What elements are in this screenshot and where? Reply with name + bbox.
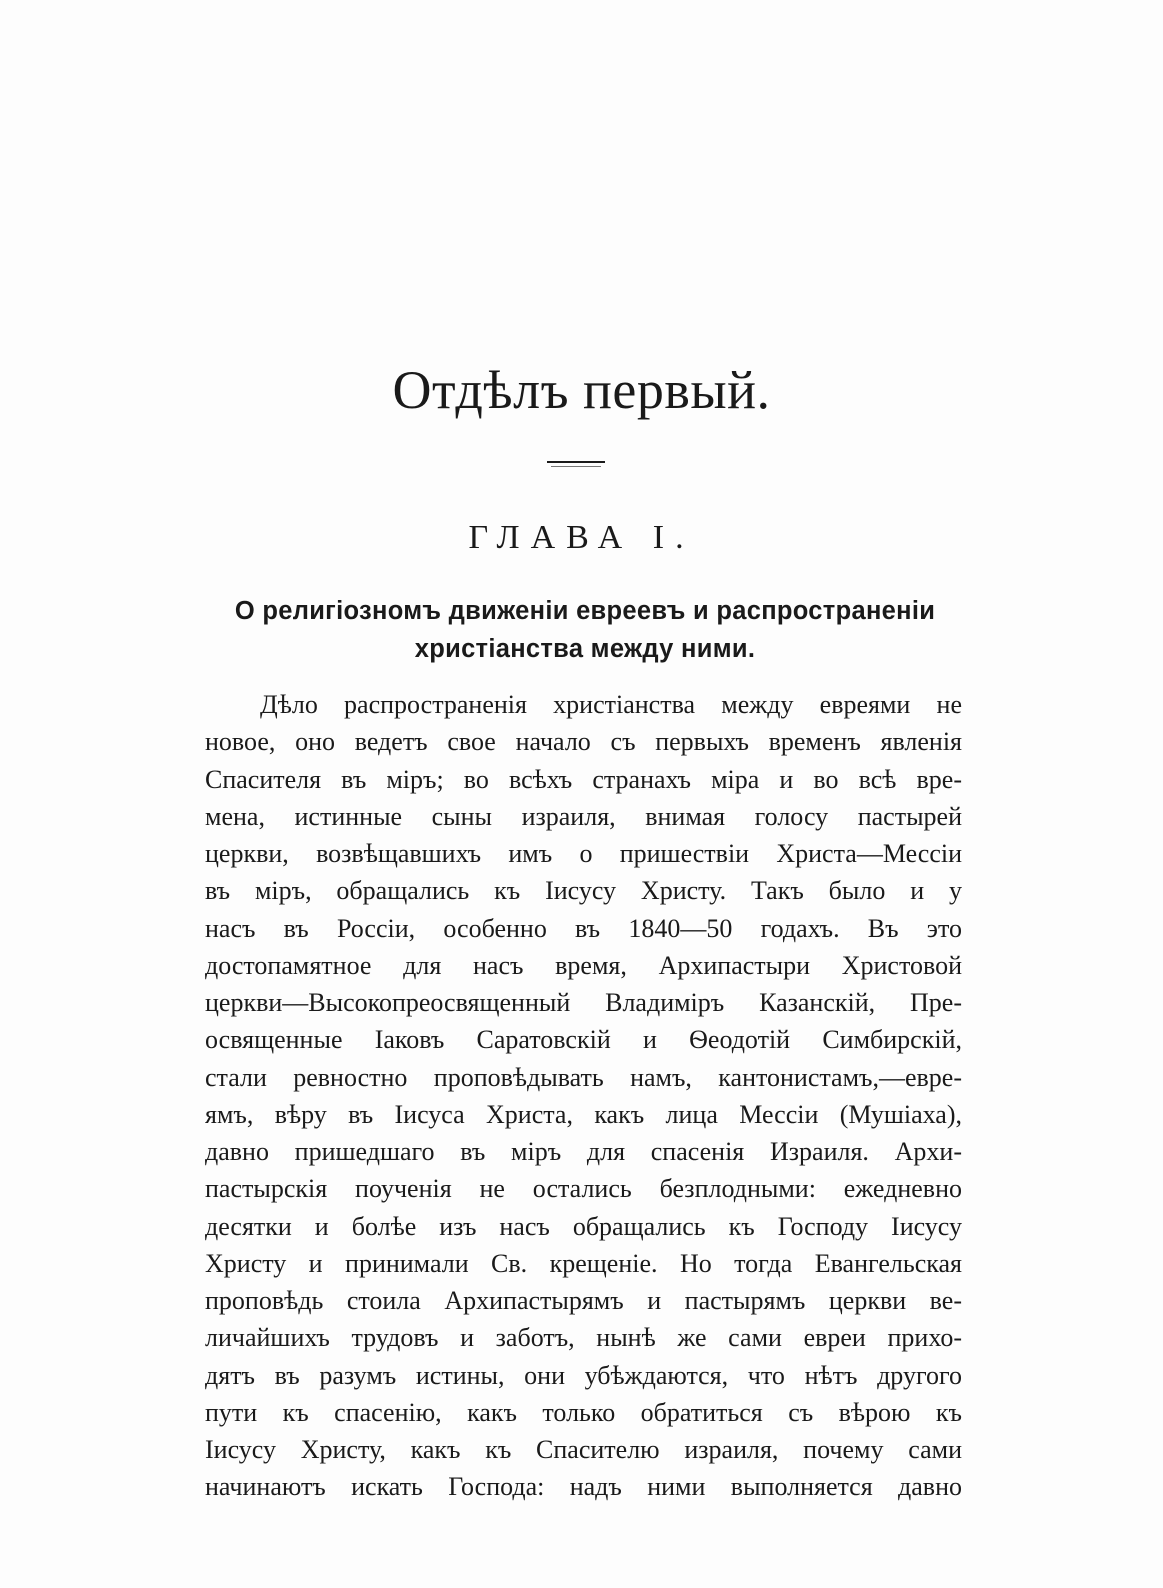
title-divider-thin xyxy=(551,466,601,467)
body-line: въ міръ, обращались къ Іисусу Христу. Такъ было и у xyxy=(205,876,962,906)
section-title: Отдѣлъ первый. xyxy=(392,360,771,420)
body-line: мена, истинные сыны израиля, внимая голосу пастырей xyxy=(205,801,962,831)
chapter-title: ГЛАВА I. xyxy=(468,519,695,556)
chapter-subtitle xyxy=(185,592,985,668)
body-line: стали ревностно проповѣдывать намъ, кантонистамъ,—евре- xyxy=(205,1062,962,1092)
body-line: дятъ въ разумъ истины, они убѣждаются, что нѣтъ другого xyxy=(205,1360,962,1390)
body-line: начинаютъ искать Господа: надъ ними выполняется давно xyxy=(205,1472,962,1502)
chapter-subtitle-line: О религіозномъ движеніи евреевъ и распространеніи xyxy=(234,597,936,625)
chapter-subtitle-line: христіанства между ними. xyxy=(414,635,756,663)
body-line: освященные Іаковъ Саратовскій и Ѳеодотій Симбирскій, xyxy=(205,1025,962,1055)
body-line: Спасителя въ міръ; во всѣхъ странахъ міра и во всѣ вре- xyxy=(205,764,962,794)
body-line: достопамятное для насъ время, Архипастыри Христовой xyxy=(205,950,962,980)
body-line: Іисусу Христу, какъ къ Спасителю израиля, почему сами xyxy=(205,1435,962,1464)
body-line: Дѣло распространенія христіанства между евреями не xyxy=(260,690,962,719)
body-paragraph xyxy=(205,686,962,1506)
body-line: пастырскія поученія не остались безплодными: ежедневно xyxy=(205,1174,962,1204)
title-divider xyxy=(547,461,605,463)
body-line: церкви, возвѣщавшихъ имъ о пришествіи Христа—Мессіи xyxy=(205,839,962,868)
body-line: насъ въ Россіи, особенно въ 1840—50 годахъ. Въ это xyxy=(205,913,962,943)
body-line: Христу и принимали Св. крещеніе. Но тогда Евангельская xyxy=(205,1248,962,1278)
body-line: ямъ, вѣру въ Іисуса Христа, какъ лица Мессіи (Мушіаха), xyxy=(205,1099,962,1129)
body-line: проповѣдь стоила Архипастырямъ и пастырямъ церкви ве- xyxy=(205,1286,962,1315)
body-line: давно пришедшаго въ міръ для спасенія Израиля. Архи- xyxy=(205,1137,962,1166)
body-line: церкви—Высокопреосвященный Владиміръ Казанскій, Пре- xyxy=(205,988,962,1017)
body-line: десятки и болѣе изъ насъ обращались къ Господу Іисусу xyxy=(205,1211,962,1241)
body-line: новое, оно ведетъ свое начало съ первыхъ временъ явленія xyxy=(205,727,962,757)
body-line: пути къ спасенію, какъ только обратиться съ вѣрою къ xyxy=(205,1397,962,1427)
body-line: личайшихъ трудовъ и заботъ, нынѣ же сами евреи прихо- xyxy=(205,1323,962,1353)
